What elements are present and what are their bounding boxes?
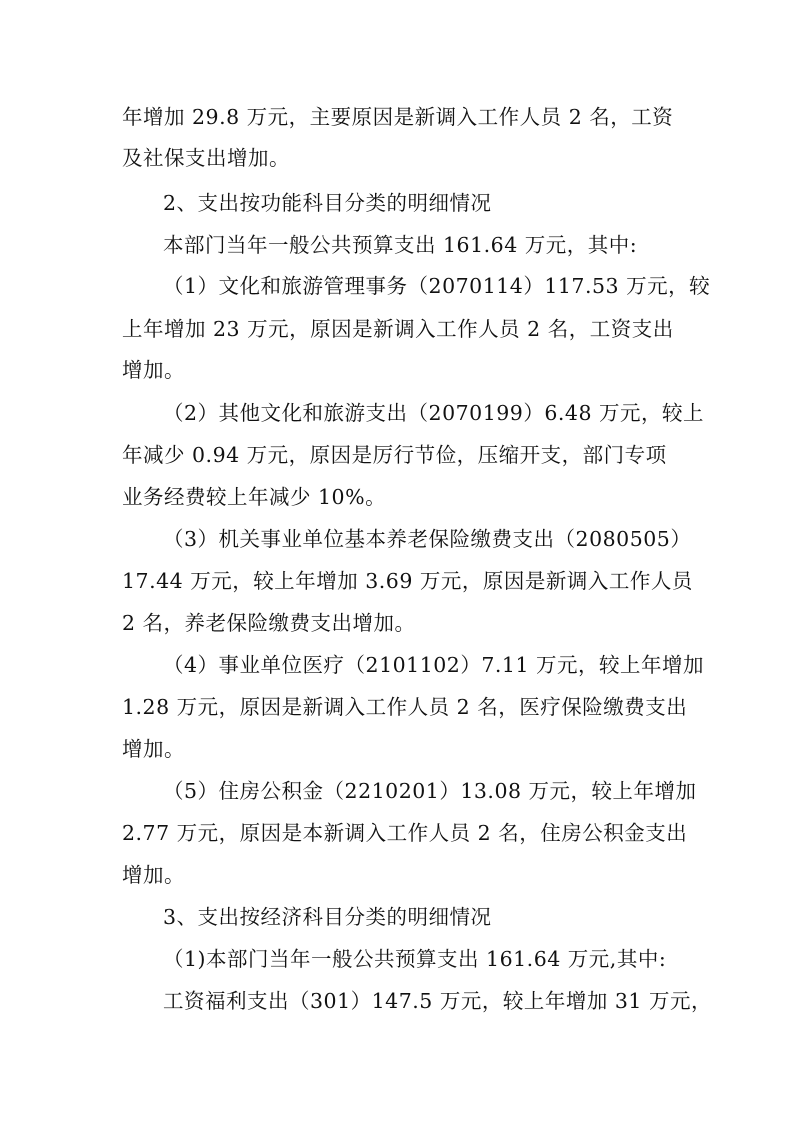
paragraph-line: 增加。 [122,737,185,761]
list-item-line: （1)本部门当年一般公共预算支出 161.64 万元,其中: [163,947,667,971]
list-item-line: （4）事业单位医疗（2101102）7.11 万元，较上年增加 [163,653,705,677]
paragraph-line: 及社保支出增加。 [122,146,290,170]
section-heading: 3、支出按经济科目分类的明细情况 [163,905,492,929]
paragraph-line: 2.77 万元，原因是本新调入工作人员 2 名，住房公积金支出 [122,821,688,845]
list-item-line: （5）住房公积金（2210201）13.08 万元，较上年增加 [163,779,697,803]
paragraph-line: 2 名，养老保险缴费支出增加。 [122,611,416,635]
paragraph-line: 增加。 [122,863,185,887]
paragraph-line: 增加。 [122,358,185,382]
paragraph-line: 本部门当年一般公共预算支出 161.64 万元，其中: [163,233,638,257]
paragraph-line: 年增加 29.8 万元，主要原因是新调入工作人员 2 名，工资 [122,105,674,129]
paragraph-line: 年减少 0.94 万元，原因是厉行节俭，压缩开支，部门专项 [122,443,667,467]
section-heading: 2、支出按功能科目分类的明细情况 [163,191,492,215]
paragraph-line: 上年增加 23 万元，原因是新调入工作人员 2 名，工资支出 [122,317,674,341]
paragraph-line: 17.44 万元，较上年增加 3.69 万元，原因是新调入工作人员 [122,569,693,593]
list-item-line: （2）其他文化和旅游支出（2070199）6.48 万元，较上 [163,401,705,425]
paragraph-line: 工资福利支出（301）147.5 万元，较上年增加 31 万元， [163,989,712,1013]
paragraph-line: 业务经费较上年减少 10%。 [122,485,387,509]
paragraph-line: 1.28 万元，原因是新调入工作人员 2 名，医疗保险缴费支出 [122,695,688,719]
list-item-line: （1）文化和旅游管理事务（2070114）117.53 万元，较 [163,274,711,298]
list-item-line: （3）机关事业单位基本养老保险缴费支出（2080505） [163,527,692,551]
